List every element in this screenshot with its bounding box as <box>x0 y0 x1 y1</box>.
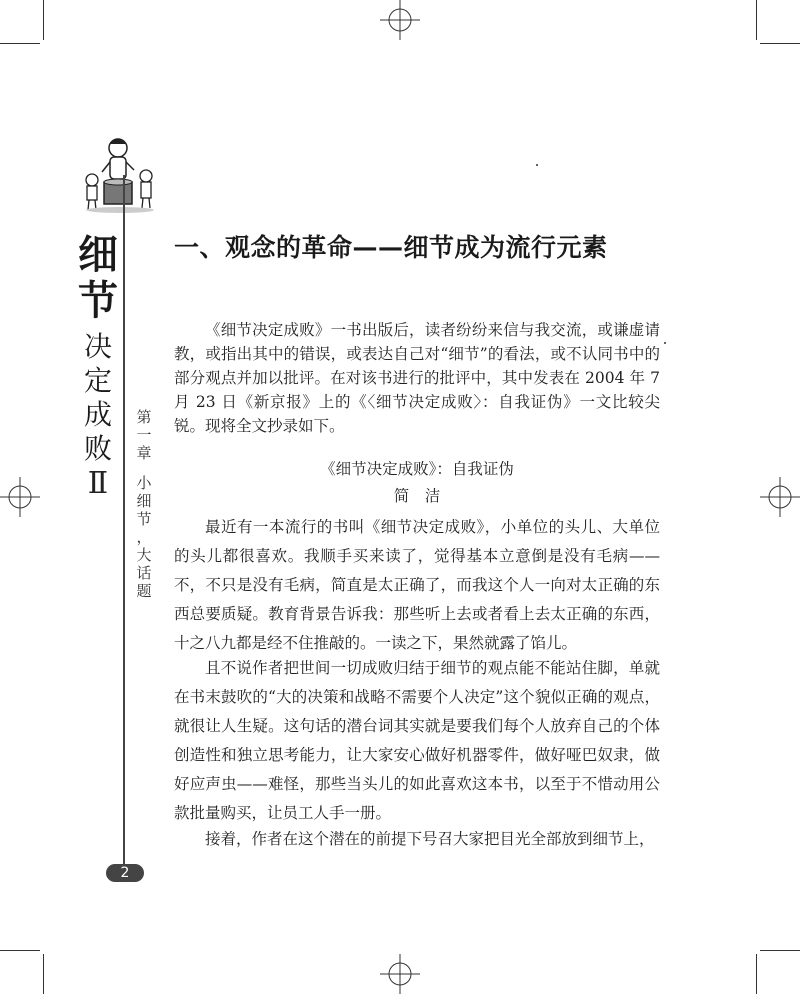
chapter-char <box>134 462 154 474</box>
chapter-char: ， <box>136 528 152 546</box>
chapter-char: 小 <box>136 474 152 492</box>
crop-mark <box>756 954 757 994</box>
chapter-char: 章 <box>136 444 152 462</box>
registration-mark-icon <box>760 477 800 517</box>
book-title-char: 定 <box>83 364 112 397</box>
section-heading: 一、观念的革命——细节成为流行元素 <box>174 233 608 262</box>
book-title-volume: Ⅱ <box>87 466 109 501</box>
crop-mark <box>0 950 40 951</box>
crop-mark <box>760 43 800 44</box>
book-title-char: 成 <box>83 398 112 431</box>
chapter-char: 话 <box>136 564 152 582</box>
cartoon-figures-illustration <box>80 130 160 215</box>
registration-mark-icon <box>380 954 420 994</box>
article-paragraph: 最近有一本流行的书叫《细节决定成败》，小单位的头儿、大单位的头儿都很喜欢。我顺手买来读了，觉得基本立意倒是没有毛病——不，不只是没有毛病，简直是太正确了，而我这个人一向对太正确的东西总要质疑。教育背景告诉我：那些听上去或者看上去太正确的东西，十之八九都是经不住推敲的。一读之下，果然就露了馅儿。 <box>174 518 660 652</box>
page-number: 2 <box>106 864 144 882</box>
chapter-char: 第 <box>136 408 152 426</box>
crop-mark <box>756 0 757 40</box>
registration-mark-icon <box>380 0 420 40</box>
article-paragraph: 接着，作者在这个潜在的前提下号召大家把目光全部放到细节上， <box>205 830 655 848</box>
book-title-char: 败 <box>83 432 112 465</box>
chapter-char: 细 <box>136 492 152 510</box>
stray-dot <box>536 164 538 166</box>
intro-paragraph: 《细节决定成败》一书出版后，读者纷纷来信与我交流，或谦虚请教，或指出其中的错误，或表达自己对“细节”的看法，或不认同书中的部分观点并加以批评。在对该书进行的批评中，其中发表在 2004 年 7 月 23 日《新京报》上的《〈细节决定成败〉：自我证伪》一文比较尖锐。现将全文抄录如下。 <box>174 321 660 435</box>
crop-mark <box>43 954 44 994</box>
crop-mark <box>0 43 40 44</box>
article-paragraph: 且不说作者把世间一切成败归结于细节的观点能不能站住脚，单就在书末鼓吹的“大的决策和战略不需要个人决定”这个貌似正确的观点，就很让人生疑。这句话的潜台词其实就是要我们每个人放弃自己的个体创造性和独立思考能力，让大家安心做好机器零件，做好哑巴奴隶，做好应声虫——难怪，那些当头儿的如此喜欢这本书，以至于不惜动用公款批量购买，让员工人手一册。 <box>174 659 660 822</box>
book-title-char: 决 <box>83 330 112 363</box>
chapter-char: 节 <box>136 510 152 528</box>
stray-dot <box>664 342 666 344</box>
crop-mark <box>43 0 44 40</box>
book-title-char: 节 <box>78 278 118 324</box>
article-title: 《细节决定成败》：自我证伪 <box>320 460 514 478</box>
chapter-char: 一 <box>136 426 152 444</box>
book-title <box>72 232 124 502</box>
registration-mark-icon <box>0 477 40 517</box>
book-title-char: 细 <box>78 232 118 278</box>
chapter-label <box>134 408 154 600</box>
crop-mark <box>760 950 800 951</box>
article-author: 简 洁 <box>393 487 441 505</box>
chapter-char: 大 <box>136 546 152 564</box>
chapter-char: 题 <box>136 582 152 600</box>
